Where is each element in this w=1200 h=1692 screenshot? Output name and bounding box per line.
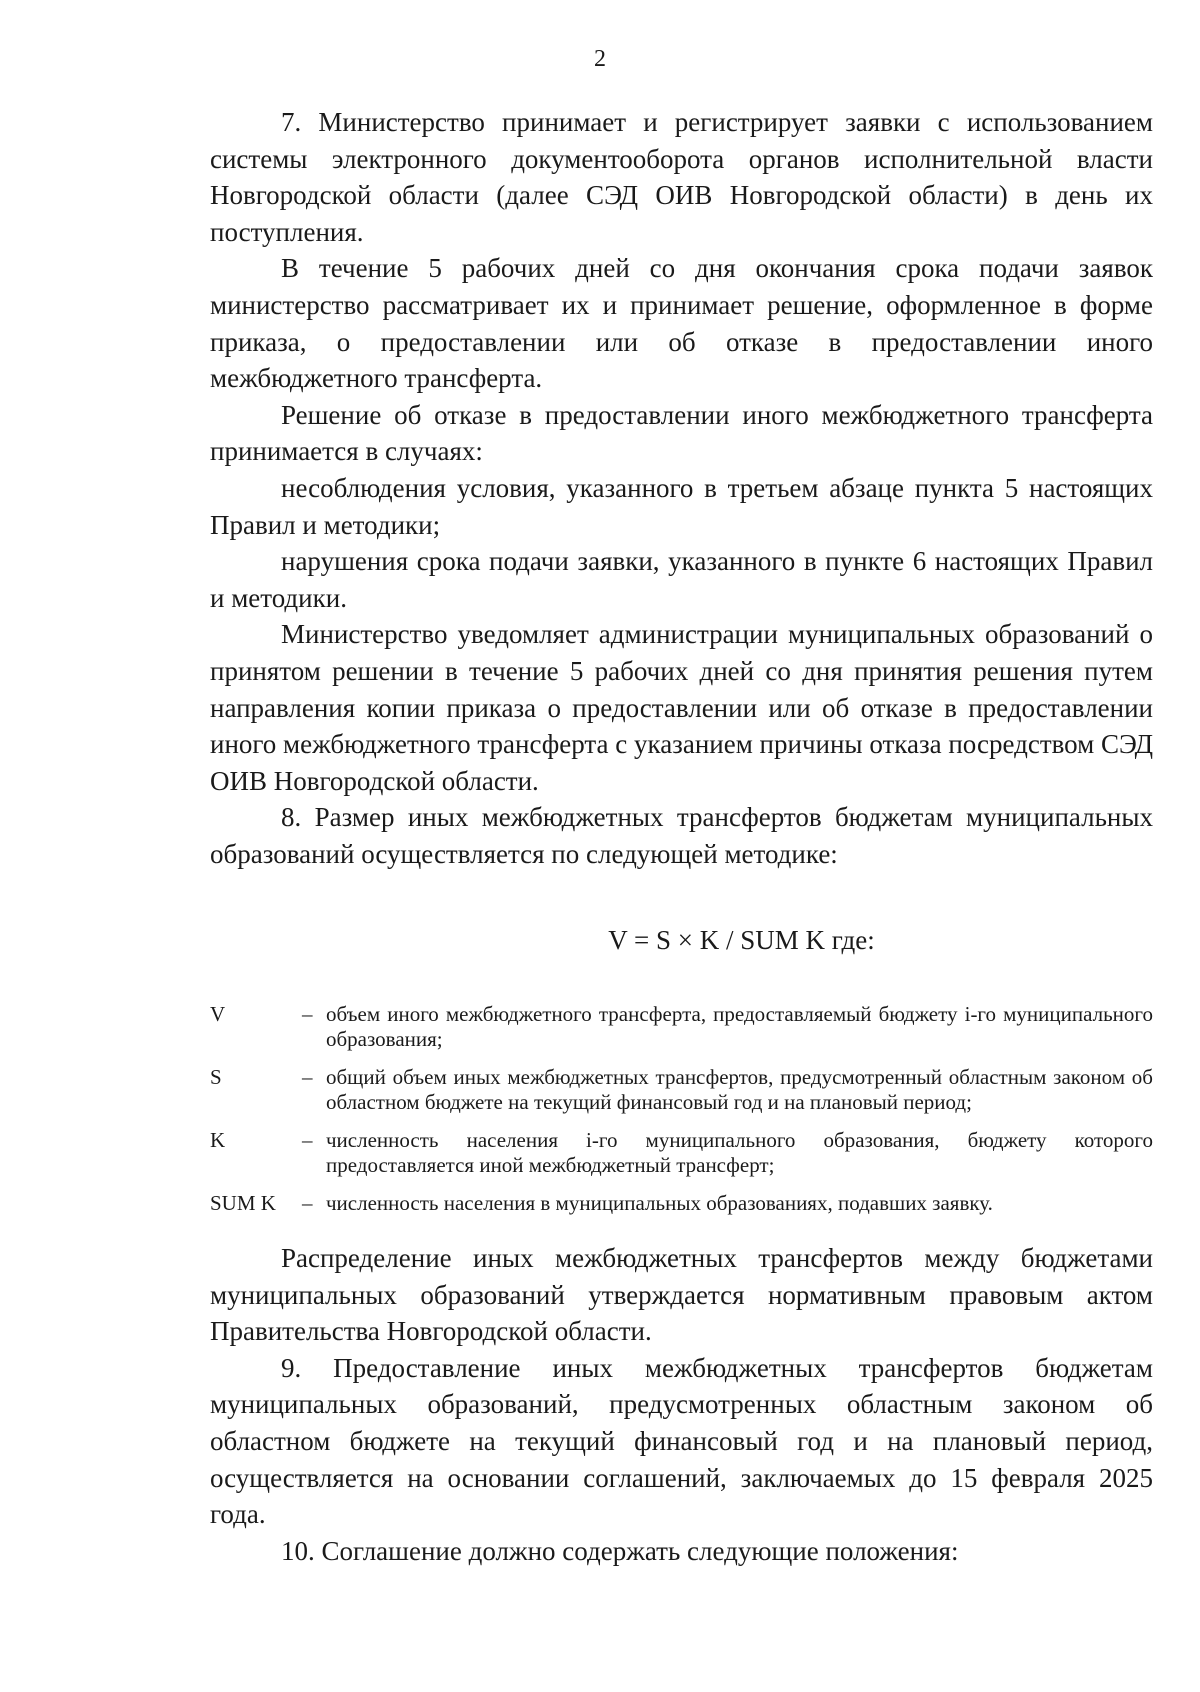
formula: V = S × K / SUM K где: — [608, 925, 875, 956]
legend-symbol: V — [210, 1002, 226, 1027]
paragraph-9: 9. Предоставление иных межбюджетных трансфертов бюджетам муниципальных образований, предусмотренных областным законом об областном бюджете на текущий финансовый год и на плановый период, осуществляется на основании соглашений, заключаемых до 15 февраля 2025 года. — [210, 1352, 1153, 1530]
paragraph-10: 10. Соглашение должно содержать следующие положения: — [281, 1535, 959, 1566]
paragraph-refusal-case-1: несоблюдения условия, указанного в третьем абзаце пункта 5 настоящих Правил и методики; — [210, 472, 1153, 540]
legend-description: численность населения i-го муниципального образования, бюджету которого предоставляется иной межбюджетный трансферт; — [326, 1128, 1153, 1177]
legend-row-k — [210, 1128, 1153, 1177]
legend-dash: – — [302, 1128, 313, 1153]
legend-row-sum-k — [210, 1191, 1153, 1216]
paragraph-7: 7. Министерство принимает и регистрирует заявки с использованием системы электронного документооборота органов исполнительной власти Новгородской области (далее СЭД ОИВ Новгородской области) в день их поступления. — [210, 107, 1153, 247]
legend-row-s — [210, 1065, 1153, 1114]
legend-row-v — [210, 1002, 1153, 1051]
paragraph-8: 8. Размер иных межбюджетных трансфертов бюджетам муниципальных образований осуществляется по следующей методике: — [210, 802, 1153, 869]
paragraph-refusal-cases: Решение об отказе в предоставлении иного межбюджетного трансферта принимается в случаях: — [210, 399, 1153, 467]
legend-dash: – — [302, 1065, 313, 1090]
legend-description: объем иного межбюджетного трансферта, предоставляемый бюджету i-го муниципального образования; — [326, 1002, 1153, 1051]
legend-symbol: SUM K — [210, 1191, 276, 1216]
legend-symbol: S — [210, 1065, 222, 1090]
legend-symbol: K — [210, 1128, 226, 1153]
legend-description: общий объем иных межбюджетных трансфертов, предусмотренный областным законом об областном бюджете на текущий финансовый год и на плановый период; — [326, 1065, 1153, 1114]
paragraph-notification: Министерство уведомляет администрации муниципальных образований о принятом решении в течение 5 рабочих дней со дня принятия решения путем направления копии приказа о предоставлении или об отказе в предоставлении иного межбюджетного трансферта с указанием причины отказа посредством СЭД ОИВ Новгородской области. — [210, 619, 1153, 796]
legend-dash: – — [302, 1191, 313, 1216]
legend-dash: – — [302, 1002, 313, 1027]
paragraph-distribution: Распределение иных межбюджетных трансфертов между бюджетами муниципальных образований утверждается нормативным правовым актом Правительства Новгородской области. — [210, 1242, 1153, 1347]
page-number: 2 — [594, 46, 606, 72]
paragraph-review-term: В течение 5 рабочих дней со дня окончания срока подачи заявок министерство рассматривает их и принимает решение, оформленное в форме приказа, о предоставлении или об отказе в предоставлении иного межбюджетного трансферта. — [210, 253, 1153, 394]
paragraph-refusal-case-2: нарушения срока подачи заявки, указанного в пункте 6 настоящих Правил и методики. — [210, 546, 1153, 613]
legend-description: численность населения в муниципальных образованиях, подавших заявку. — [326, 1191, 993, 1216]
document-body — [210, 104, 1153, 1569]
formula-legend — [210, 1002, 1153, 1216]
